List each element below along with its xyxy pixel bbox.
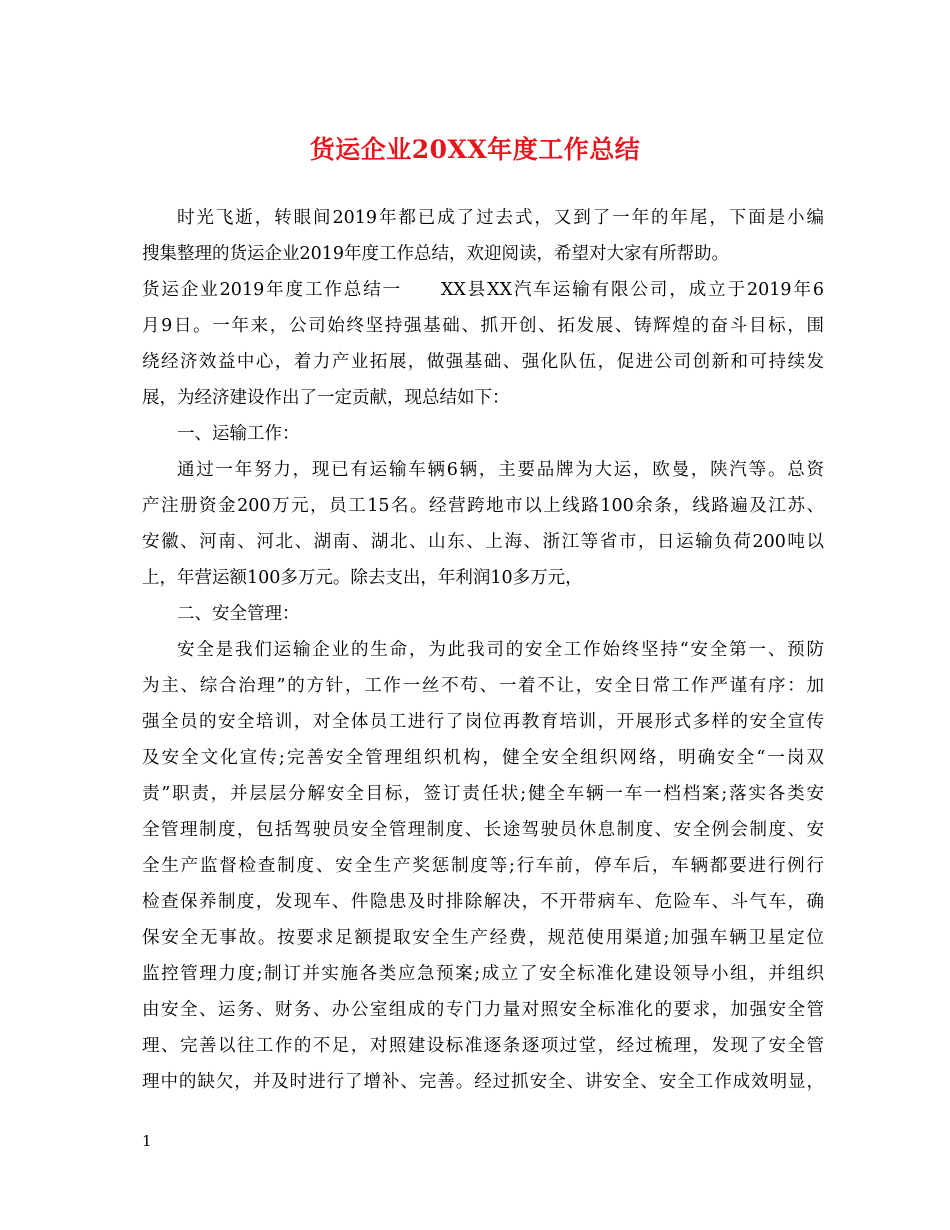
body-line: 搜集整理的货运企业2019年度工作总结，欢迎阅读，希望对大家有所帮助。 xyxy=(142,244,730,264)
body-line: 上，年营运额100多万元。除去支出，年利润10多万元， xyxy=(142,568,583,588)
body-line: 及安全文化宣传;完善安全管理组织机构，健全安全组织网络，明确安全“一岗双 xyxy=(142,748,824,768)
body-line: 为主、综合治理”的方针，工作一丝不苟、一着不让，安全日常工作严谨有序：加 xyxy=(142,676,824,696)
document-body xyxy=(142,200,824,1100)
page-number: 1 xyxy=(142,1132,152,1150)
section-heading: 二、安全管理： xyxy=(177,604,300,624)
body-line: 全管理制度，包括驾驶员安全管理制度、长途驾驶员休息制度、安全例会制度、安 xyxy=(142,820,824,840)
body-line: 保安全无事故。按要求足额提取安全生产经费，规范使用渠道;加强车辆卫星定位 xyxy=(142,928,824,948)
body-line: 绕经济效益中心，着力产业拓展，做强基础、强化队伍，促进公司创新和可持续发 xyxy=(142,352,824,372)
body-line: 全生产监督检查制度、安全生产奖惩制度等;行车前，停车后，车辆都要进行例行 xyxy=(142,856,824,876)
body-line: 责”职责，并层层分解安全目标，签订责任状;健全车辆一车一档档案;落实各类安 xyxy=(142,784,824,804)
body-line: 产注册资金200万元，员工15名。经营跨地市以上线路100余条，线路遍及江苏、 xyxy=(142,496,824,516)
body-line: 安全是我们运输企业的生命，为此我司的安全工作始终坚持“安全第一、预防 xyxy=(177,640,824,660)
body-line: 监控管理力度;制订并实施各类应急预案;成立了安全标准化建设领导小组，并组织 xyxy=(142,964,824,984)
body-line: 月9日。一年来，公司始终坚持强基础、抓开创、拓发展、铸辉煌的奋斗目标，围 xyxy=(142,316,824,336)
body-line: 安徽、河南、河北、湖南、湖北、山东、上海、浙江等省市，日运输负荷200吨以 xyxy=(142,532,824,552)
body-line: 通过一年努力，现已有运输车辆6辆，主要品牌为大运，欧曼，陕汽等。总资 xyxy=(177,460,824,480)
body-line: 由安全、运务、财务、办公室组成的专门力量对照安全标准化的要求，加强安全管 xyxy=(142,1000,824,1020)
body-line: 货运企业2019年度工作总结一 XX县XX汽车运输有限公司，成立于2019年6 xyxy=(142,280,824,300)
body-line: 强全员的安全培训，对全体员工进行了岗位再教育培训，开展形式多样的安全宣传 xyxy=(142,712,824,732)
body-line: 检查保养制度，发现车、件隐患及时排除解决，不开带病车、危险车、斗气车，确 xyxy=(142,892,824,912)
body-line: 展，为经济建设作出了一定贡献，现总结如下： xyxy=(142,388,510,408)
document-title: 货运企业20XX年度工作总结 xyxy=(309,135,641,164)
body-line: 理中的缺欠，并及时进行了增补、完善。经过抓安全、讲安全、安全工作成效明显， xyxy=(142,1072,824,1092)
section-heading: 一、运输工作： xyxy=(177,424,300,444)
body-line: 理、完善以往工作的不足，对照建设标准逐条逐项过堂，经过梳理，发现了安全管 xyxy=(142,1036,824,1056)
body-line: 时光飞逝，转眼间2019年都已成了过去式，又到了一年的年尾，下面是小编 xyxy=(177,208,824,228)
